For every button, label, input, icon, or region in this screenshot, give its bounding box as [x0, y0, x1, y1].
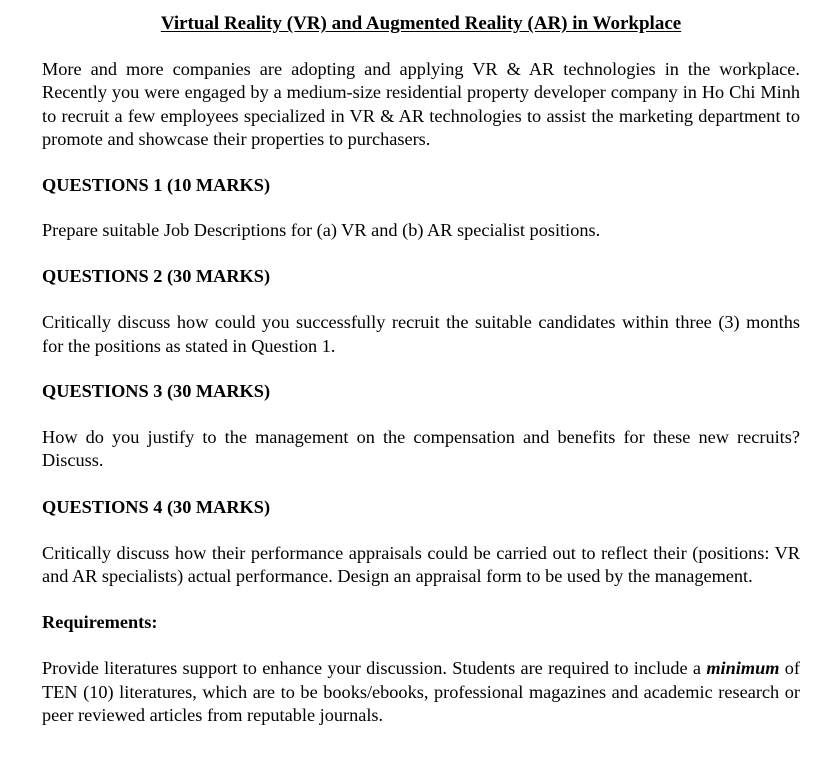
- question-2-heading: QUESTIONS 2 (30 MARKS): [42, 266, 271, 287]
- requirements-text-after: of TEN (10) literatures, which are to be books/ebooks, professional magazines and academic research or peer reviewed articles from reputable journals.: [42, 658, 800, 725]
- question-1-heading: QUESTIONS 1 (10 MARKS): [42, 175, 271, 196]
- question-3-text: How do you justify to the management on the compensation and benefits for these new recruits? Discuss.: [42, 427, 800, 471]
- intro-paragraph: More and more companies are adopting and applying VR & AR technologies in the workplace. Recently you were engaged by a medium-size residential property developer company in Ho Chi Minh to recruit a few employees specialized in VR & AR technologies to assist the marketing department to promote and showcase their properties to purchasers.: [42, 59, 800, 149]
- document-title: Virtual Reality (VR) and Augmented Reality (AR) in Workplace: [160, 13, 682, 34]
- requirements-heading: Requirements:: [42, 612, 158, 633]
- question-4-text: Critically discuss how their performance appraisals could be carried out to reflect their (positions: VR and AR specialists) actual performance. Design an appraisal form to be used by the management.: [42, 542, 800, 586]
- question-3-heading: QUESTIONS 3 (30 MARKS): [42, 381, 271, 402]
- question-2-text: Critically discuss how could you successfully recruit the suitable candidates within three (3) months for the positions as stated in Question 1.: [42, 312, 800, 356]
- requirements-text: [42, 657, 800, 727]
- question-1-text: Prepare suitable Job Descriptions for (a) VR and (b) AR specialist positions.: [42, 220, 601, 241]
- question-4-heading: QUESTIONS 4 (30 MARKS): [42, 496, 271, 517]
- requirements-emphasis: minimum: [706, 658, 780, 679]
- requirements-text-before: Provide literatures support to enhance your discussion. Students are required to include a: [42, 658, 707, 679]
